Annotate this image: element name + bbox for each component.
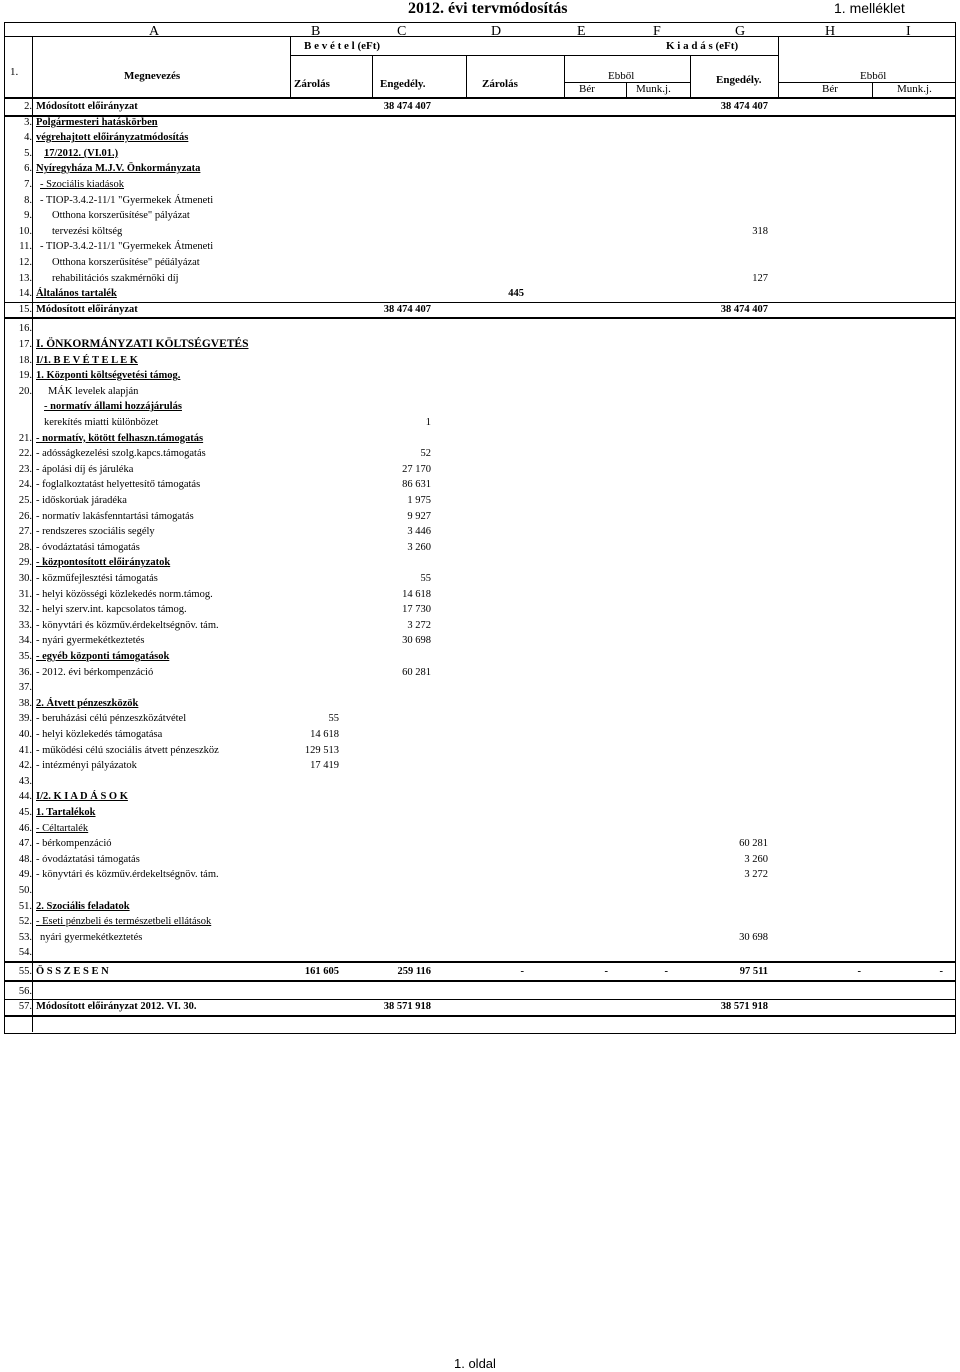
table-row [4, 964, 956, 980]
table-row [4, 587, 956, 603]
row-label: 1. Központi költségvetési támog. [36, 370, 181, 382]
table-row [4, 353, 956, 369]
col-g-letter: G [735, 24, 746, 39]
header-subdivider [290, 55, 778, 56]
cell-b: 17 419 [310, 760, 339, 772]
row-label: I/2. K I A D Á S O K [36, 791, 128, 803]
row-number: 47. [18, 838, 32, 850]
table-row [4, 899, 956, 915]
header-bevetel: B e v é t e l (eFt) [304, 40, 381, 52]
row-number: 29. [18, 557, 32, 569]
cell-g: 38 474 407 [720, 303, 768, 315]
row-label: MÁK levelek alapján [48, 385, 139, 397]
row-number: 35. [18, 651, 32, 662]
row-label: - könyvtári és közműv.érdekeltségnöv. tám. [36, 619, 219, 631]
row-label: Otthona korszerűsítése" péűályázat [52, 257, 200, 268]
cell-e: - [604, 966, 608, 977]
row-number: 9. [24, 210, 32, 222]
row-number: 10. [18, 225, 32, 237]
header-ebbol-2: Ebből [860, 70, 887, 82]
cell-g: 38 474 407 [720, 101, 768, 112]
row-number: 15. [18, 303, 32, 315]
table-row [4, 774, 956, 790]
row-number: 19. [18, 370, 32, 382]
row-number: 16. [18, 323, 32, 335]
row-label: végrehajtott előirányzatmódosítás [36, 132, 189, 144]
cell-d: 445 [508, 288, 524, 300]
row-label: - 2012. évi bérkompenzáció [36, 666, 154, 678]
cell-g: 318 [752, 225, 768, 237]
cell-c: 3 446 [407, 526, 431, 538]
row-number: 51. [18, 900, 32, 912]
table-row [4, 999, 956, 1015]
annex-label: 1. melléklet [834, 0, 905, 16]
table-row [4, 883, 956, 899]
row-label: - könyvtári és közműv.érdekeltségnöv. tám. [36, 869, 219, 881]
table-row [4, 758, 956, 774]
table-row [4, 115, 956, 131]
cell-g: 3 260 [744, 853, 768, 865]
cell-c: 52 [420, 448, 431, 460]
row-label: Ö S S Z E S E N [36, 966, 109, 977]
row-number: 55. [18, 966, 32, 977]
document-title-bar [0, 0, 960, 22]
cell-b: 161 605 [304, 966, 339, 977]
row-label: tervezési költség [52, 225, 123, 237]
row-label: Otthona korszerűsítése" pályázat [52, 210, 190, 222]
cell-g: 3 272 [744, 869, 768, 881]
header-vline-e [564, 56, 565, 97]
table-row [4, 337, 956, 353]
row-label: - rendszeres szociális segély [36, 526, 155, 538]
table-row [4, 680, 956, 696]
row-number: 57. [18, 1001, 32, 1013]
table-row [4, 399, 956, 415]
row-number: 49. [18, 869, 32, 881]
row-number: 37. [18, 682, 32, 694]
header-munk-1: Munk.j. [636, 83, 671, 95]
table-row [4, 852, 956, 868]
table-row [4, 302, 956, 318]
row-label: 17/2012. (VI.01.) [44, 147, 119, 159]
row-label: - központosított előirányzatok [36, 557, 171, 569]
row-label: - nyári gyermekétkeztetés [36, 635, 145, 647]
table-row [4, 602, 956, 618]
table-row [4, 255, 956, 271]
row-label: - foglalkoztatást helyettesítő támogatás [36, 479, 201, 491]
row-number: 2. [24, 101, 32, 112]
row-number: 33. [18, 619, 32, 631]
row-label: Módosított előirányzat [36, 101, 138, 112]
header-engedely-g: Engedély. [716, 74, 762, 86]
header-vline-d [466, 56, 467, 97]
col-e-letter: E [577, 24, 586, 39]
table-row [4, 208, 956, 224]
row-label: 2. Szociális feladatok [36, 900, 130, 912]
header-vline-f [626, 83, 627, 97]
header-vline-g [690, 56, 691, 97]
row-label: - normatív állami hozzájárulás [44, 401, 182, 413]
col-c-letter: C [397, 24, 407, 39]
col-a-letter: A [149, 24, 160, 39]
row-label: - egyéb központi támogatások [36, 651, 170, 662]
row-number: 5. [24, 147, 32, 159]
table-row [4, 984, 956, 1000]
table-row [4, 805, 956, 821]
row-label: - közműfejlesztési támogatás [36, 573, 158, 584]
cell-b: 129 513 [304, 744, 339, 756]
row-label: - Eseti pénzbeli és természetbeli ellátások [36, 916, 212, 928]
table-row [4, 727, 956, 743]
row-number: 41. [18, 744, 32, 756]
row-number: 27. [18, 526, 32, 538]
row-label: Módosított előirányzat 2012. VI. 30. [36, 1001, 197, 1013]
row-number: 20. [18, 385, 32, 397]
row-label: - TIOP-3.4.2-11/1 "Gyermekek Átmeneti [40, 194, 214, 206]
col-b-letter: B [311, 24, 321, 39]
table-row [4, 239, 956, 255]
table-row [4, 146, 956, 162]
row-number: 6. [24, 163, 32, 175]
row-number: 3. [24, 116, 32, 128]
header-zarolas-d: Zárolás [482, 78, 518, 90]
row-label: I/1. B E V É T E L E K [36, 354, 138, 366]
table-row [4, 665, 956, 681]
header-ber-1: Bér [579, 83, 595, 95]
cell-c: 3 272 [407, 619, 431, 631]
header-megnevezes: Megnevezés [124, 70, 181, 82]
table-row [4, 789, 956, 805]
cell-c: 38 474 407 [383, 101, 431, 112]
row-number: 45. [18, 807, 32, 818]
budget-table [4, 22, 956, 1034]
row-label: - bérkompenzáció [36, 838, 112, 850]
header-vline-h [778, 36, 779, 97]
cell-c: 27 170 [402, 463, 431, 475]
table-row [4, 431, 956, 447]
table-row [4, 177, 956, 193]
table-row [4, 821, 956, 837]
table-row [4, 633, 956, 649]
row-separator [4, 317, 956, 319]
table-row [4, 477, 956, 493]
row-number: 50. [18, 885, 32, 896]
cell-g: 97 511 [739, 966, 768, 977]
row-number: 24. [18, 479, 32, 491]
header-divider [4, 36, 956, 37]
row-number: 22. [18, 448, 32, 460]
row-label: Nyíregyháza M.J.V. Önkormányzata [36, 163, 201, 175]
header-engedely-c: Engedély. [380, 78, 426, 90]
page-number: 1. oldal [454, 1356, 496, 1371]
row-label: Módosított előirányzat [36, 303, 138, 315]
row-label: I. ÖNKORMÁNYZATI KÖLTSÉGVETÉS [36, 338, 249, 350]
col-f-letter: F [653, 24, 661, 39]
row-number: 39. [18, 713, 32, 725]
row-label: - óvodáztatási támogatás [36, 541, 140, 553]
row-number: 30. [18, 573, 32, 584]
row-label: - Céltartalék [36, 822, 89, 834]
table-row [4, 867, 956, 883]
table-row [4, 914, 956, 930]
table-row [4, 509, 956, 525]
row-number: 54. [18, 947, 32, 959]
table-row [4, 836, 956, 852]
cell-c: 38 474 407 [383, 303, 431, 315]
col-i-letter: I [906, 24, 911, 39]
row-number: 13. [18, 272, 32, 284]
table-row [4, 571, 956, 587]
row-number: 4. [24, 132, 32, 144]
row-label: - beruházási célú pénzeszközátvétel [36, 713, 187, 725]
row-label: 1. Tartalékok [36, 807, 96, 818]
table-row [4, 555, 956, 571]
row-number: 53. [18, 931, 32, 943]
col-h-letter: H [825, 24, 836, 39]
header-row-number: 1. [10, 66, 19, 78]
cell-c: 3 260 [407, 541, 431, 553]
cell-h: - [857, 966, 861, 977]
cell-c: 86 631 [402, 479, 431, 491]
table-row [4, 696, 956, 712]
table-row [4, 446, 956, 462]
row-label: - óvodáztatási támogatás [36, 853, 140, 865]
header-vline-i [872, 83, 873, 97]
row-label: - normatív, kötött felhaszn.támogatás [36, 432, 204, 444]
table-row [4, 462, 956, 478]
row-label: kerekítés miatti különbözet [44, 417, 159, 428]
row-number: 44. [18, 791, 32, 803]
table-row [4, 945, 956, 961]
row-number: 32. [18, 604, 32, 616]
header-zarolas-b: Zárolás [294, 78, 330, 90]
header-ber-2: Bér [822, 83, 838, 95]
cell-g: 127 [752, 272, 768, 284]
row-number: 48. [18, 853, 32, 865]
table-row [4, 649, 956, 665]
row-number: 17. [18, 339, 32, 350]
document-title: 2012. évi tervmódosítás [408, 0, 568, 17]
header-vline-c [372, 56, 373, 97]
row-number: 26. [18, 510, 32, 522]
table-row [4, 711, 956, 727]
table-row [4, 384, 956, 400]
row-number: 31. [18, 588, 32, 600]
row-number: 21. [18, 432, 32, 444]
row-label: - helyi szerv.int. kapcsolatos támog. [36, 604, 187, 616]
cell-b: 14 618 [310, 729, 339, 740]
cell-c: 1 [425, 417, 431, 428]
row-separator [4, 980, 956, 982]
row-label: 2. Átvett pénzeszközök [36, 697, 139, 709]
cell-c: 60 281 [402, 666, 431, 678]
cell-f: - [664, 966, 668, 977]
row-separator [4, 961, 956, 963]
row-number: 52. [18, 916, 32, 928]
cell-c: 259 116 [397, 966, 431, 977]
cell-c: 55 [420, 573, 431, 584]
table-row [4, 271, 956, 287]
row-number: 46. [18, 822, 32, 834]
table-row [4, 415, 956, 431]
row-label: - működési célú szociális átvett pénzeszköz [36, 744, 219, 756]
table-row [4, 161, 956, 177]
table-row [4, 618, 956, 634]
row-label: - Szociális kiadások [40, 179, 124, 190]
cell-d: - [520, 966, 524, 977]
row-label: - adósságkezelési szolg.kapcs.támogatás [36, 448, 206, 460]
cell-c: 1 975 [407, 495, 431, 506]
row-number: 12. [18, 257, 32, 268]
row-number: 38. [18, 697, 32, 709]
row-label: - normatív lakásfenntartási támogatás [36, 510, 194, 522]
row-number: 34. [18, 635, 32, 647]
cell-c: 14 618 [402, 588, 431, 600]
header-munk-2: Munk.j. [897, 83, 932, 95]
cell-c: 30 698 [402, 635, 431, 647]
row-number: 11. [19, 241, 32, 253]
header-vline-b [290, 36, 291, 97]
table-row [4, 743, 956, 759]
table-row [4, 130, 956, 146]
row-label: rehabilitációs szakmérnöki díj [52, 272, 179, 284]
row-label: - TIOP-3.4.2-11/1 "Gyermekek Átmeneti [40, 241, 214, 253]
col-d-letter: D [491, 24, 502, 39]
row-label: Polgármesteri hatáskörben [36, 116, 158, 128]
row-number: 42. [18, 760, 32, 772]
row-number: 56. [18, 985, 32, 997]
row-number: 43. [18, 775, 32, 787]
table-row [4, 540, 956, 556]
cell-g: 30 698 [739, 931, 768, 943]
row-label: - helyi közösségi közlekedés norm.támog. [36, 588, 213, 600]
row-label: nyári gyermekétkeztetés [40, 931, 143, 943]
row-number: 7. [24, 179, 32, 190]
row-label: - időskorúak járadéka [36, 495, 127, 506]
cell-c: 38 571 918 [383, 1001, 431, 1013]
header-ebbol-1: Ebből [608, 70, 635, 82]
table-header [4, 22, 956, 99]
table-row [4, 524, 956, 540]
header-vline-a [32, 36, 33, 97]
cell-g: 60 281 [739, 838, 768, 850]
row-number: 36. [18, 666, 32, 678]
cell-c: 17 730 [402, 604, 431, 616]
row-separator [4, 1015, 956, 1017]
row-number: 23. [18, 463, 32, 475]
row-number: 28. [18, 541, 32, 553]
cell-c: 9 927 [407, 510, 431, 522]
cell-b: 55 [328, 713, 339, 725]
table-row [4, 286, 956, 302]
table-row [4, 493, 956, 509]
cell-g: 38 571 918 [720, 1001, 768, 1013]
table-row [4, 193, 956, 209]
row-label: Általános tartalék [36, 288, 117, 300]
row-number: 40. [18, 729, 32, 740]
row-number: 18. [18, 354, 32, 366]
table-row [4, 224, 956, 240]
table-row [4, 930, 956, 946]
row-label: - ápolási díj és járuléka [36, 463, 134, 475]
row-number: 14. [18, 288, 32, 300]
row-label: - intézményi pályázatok [36, 760, 137, 772]
row-number: 25. [18, 495, 32, 506]
row-label: - helyi közlekedés támogatása [36, 729, 163, 740]
cell-i: - [939, 966, 943, 977]
table-row [4, 99, 956, 115]
row-number: 8. [24, 194, 32, 206]
header-kiadas: K i a d á s (eFt) [666, 40, 739, 52]
table-row [4, 321, 956, 337]
table-row [4, 368, 956, 384]
